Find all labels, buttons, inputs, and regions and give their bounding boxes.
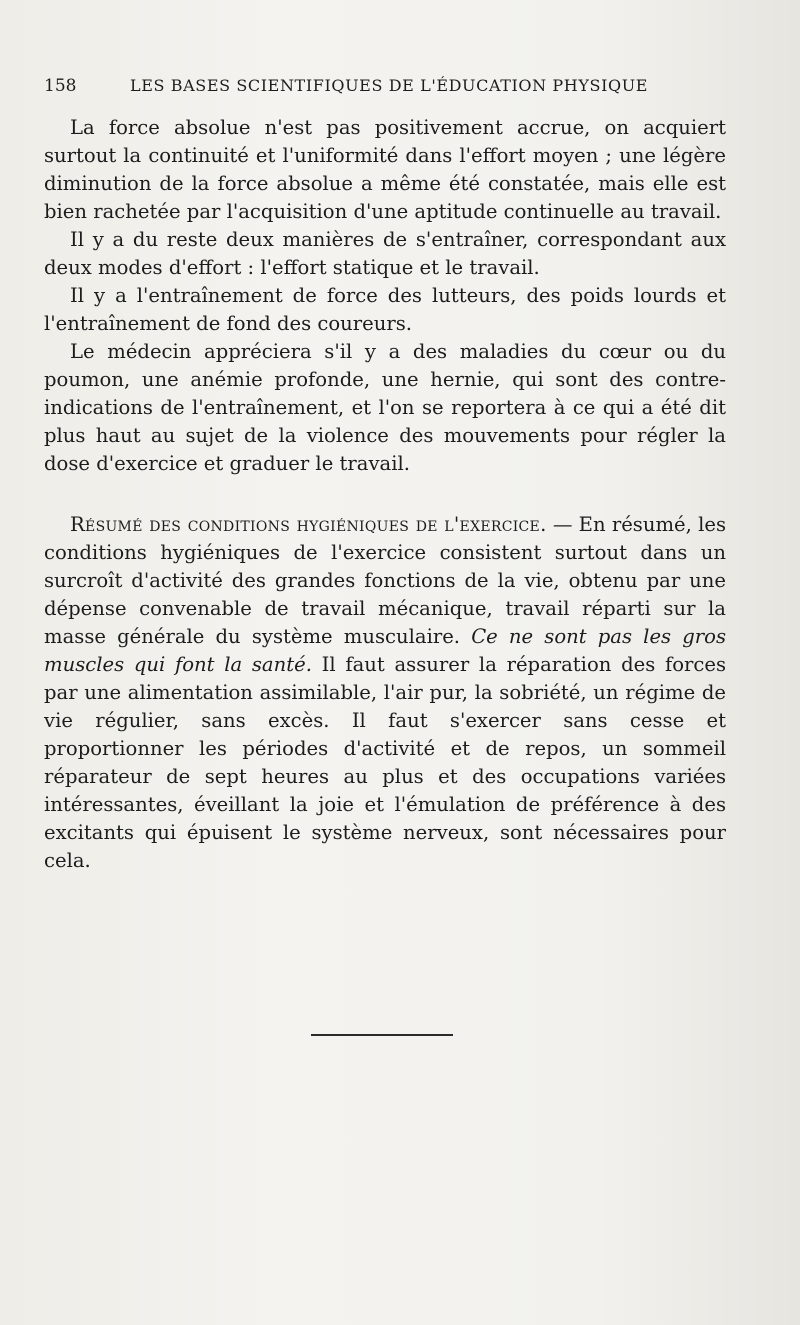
summary-text-end: Il faut assurer la réparation des forces par une alimentation assimilable, l'air pur, la sobriété, un régime de vie régulier, sans excès. Il faut s'exercer sans cesse et proportionner les périodes d'activité et de repos, un sommeil réparateur de sept heures au plus et des occupations variées intéressantes, éveillant la joie et l'émulation de préférence à des excitants qui épuisent le système nerveux, sont nécessaires pour cela. [44, 653, 727, 872]
paragraph: Le médecin appréciera s'il y a des maladies du cœur ou du poumon, une anémie profonde, une hernie, qui sont des contre-indications de l'entraînement, et l'on se reportera à ce qui a été dit plus haut au sujet de la violence des mouvements pour régler la dose d'exercice et graduer le travail. [44, 340, 726, 475]
summary-heading: Résumé des conditions hygiéniques de l'exercice. [70, 513, 547, 536]
page-number: 158 [44, 76, 77, 96]
paragraph: Il y a du reste deux manières de s'entraîner, correspondant aux deux modes d'effort : l'effort statique et le travail. [44, 228, 726, 279]
summary-dash: — [546, 513, 579, 536]
body-text [44, 114, 726, 875]
summary-text-start: En résumé, les conditions hygiéniques de l'exercice consistent surtout dans un surcroît d'activité des grandes fonctions de la vie, obtenu par une dépense convenable de travail mécanique, travail réparti sur la masse générale du système musculaire. [44, 513, 727, 648]
running-header-title: LES BASES SCIENTIFIQUES DE L'ÉDUCATION PHYSIQUE [130, 76, 649, 95]
section-end-rule [311, 1034, 453, 1036]
summary-paragraph [44, 511, 726, 875]
paragraph: La force absolue n'est pas positivement accrue, on acquiert surtout la continuité et l'uniformité dans l'effort moyen ; une légère diminution de la force absolue a même été constatée, mais elle est bien rachetée par l'acquisition d'une aptitude continuelle au travail. [44, 116, 726, 223]
summary-italic-text: Ce ne sont pas les gros muscles qui font la santé. [44, 625, 726, 676]
paragraph: Il y a l'entraînement de force des lutteurs, des poids lourds et l'entraînement de fond des coureurs. [44, 284, 726, 335]
